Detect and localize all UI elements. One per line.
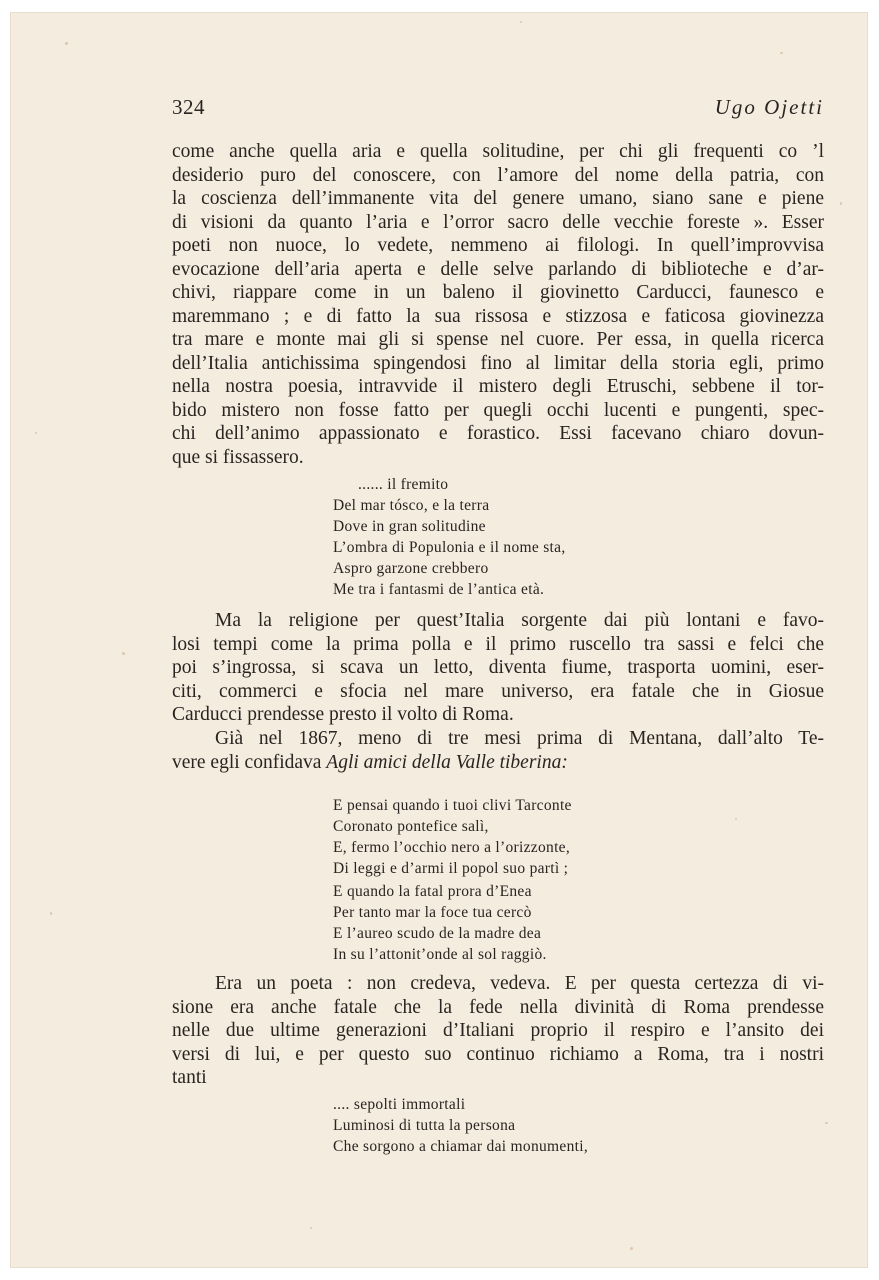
verse-line: Che sorgono a chiamar dai monumenti, [333,1138,589,1155]
text-line: evocazione dell’aria aperta e delle selve parlando di biblioteche e d’ar- [172,258,824,280]
paragraph-poeta [172,972,824,1090]
text-line: nella nostra poesia, intravvide il mistero degli Etruschi, sebbene il tor- [172,376,824,397]
paper-speck [825,1122,828,1124]
verse-line: Di leggi e d’armi il popol suo partì ; [333,860,569,877]
text-line: tanti [172,1067,207,1088]
paper-speck [65,42,68,45]
paragraph-religion-rome [172,609,824,727]
text-line: nelle due ultime generazioni d’Italiani proprio il respiro e l’ansito dei [172,1020,824,1041]
verse-line: E, fermo l’occhio nero a l’orizzonte, [333,839,571,856]
text-line: dell’Italia antichissima spingendosi fino al limitar della storia egli, primo [172,352,824,374]
verse-line: L’ombra di Populonia e il nome sta, [333,539,566,556]
paper-speck [310,1227,312,1229]
text-line: Ma la religione per quest’Italia sorgente dai più lontani e favo- [215,610,824,631]
verse-stanza-tarconte [333,795,572,879]
text-fragment: vere egli confidava [172,751,327,773]
text-line: bido mistero non fosse fatto per quegli occhi lucenti e pungenti, spec- [172,399,824,421]
paper-speck [35,432,37,434]
paragraph-mentana [172,727,824,774]
verse-line: Coronato pontefice salì, [333,818,489,835]
verse-line: E pensai quando i tuoi clivi Tarconte [333,797,572,814]
verse-stanza-enea [333,881,547,965]
text-line: chivi, riappare come in un baleno il giovinetto Carducci, faunesco e [172,282,824,303]
paragraph-carducci-youth [172,140,824,469]
page-number: 324 [172,95,205,119]
paper-speck [840,202,842,205]
verse-line: E l’aureo scudo de la madre dea [333,925,542,942]
verse-line: Me tra i fantasmi de l’antica età. [333,581,545,598]
verse-line: Per tanto mar la foce tua cercò [333,904,532,921]
text-line: chi dell’animo appassionato e forastico. Essi facevano chiaro dovun- [172,423,824,444]
paper-speck [780,52,783,54]
text-line: Già nel 1867, meno di tre mesi prima di Mentana, dall’alto Te- [215,728,824,749]
text-line: tra mare e monte mai gli si spense nel cuore. Per essa, in quella ricerca [172,329,824,350]
verse-line: E quando la fatal prora d’Enea [333,883,532,900]
text-line: losi tempi come la prima polla e il primo ruscello tra sassi e felci che [172,633,824,655]
verse-line: Del mar tósco, e la terra [333,497,490,514]
paper-speck [122,652,125,655]
running-head-author: Ugo Ojetti [714,95,824,119]
text-line: maremmano ; e di fatto la sua rissosa e stizzosa e faticosa giovinezza [172,305,824,327]
poem-title: Agli amici della Valle tiberina: [326,751,568,773]
running-head [172,93,824,121]
paper-speck [630,1247,633,1250]
text-line: di visioni da quanto l’aria e l’orror sacro delle vecchie foreste ». Esser [172,211,824,233]
text-line: versi di lui, e per questo suo continuo richiamo a Roma, tra i nostri [172,1043,824,1065]
text-line: sione era anche fatale che la fede nella divinità di Roma prendesse [172,996,824,1018]
verse-quote-sepolti [333,1094,588,1157]
text-line: Era un poeta : non credeva, vedeva. E per questa certezza di vi- [215,973,824,994]
verse-line: .... sepolti immortali [333,1096,466,1113]
paper-speck [520,21,522,23]
verse-quote-populonia [333,474,566,600]
paper-speck [735,818,737,820]
text-line: citi, commerci e sfocia nel mare universo, era fatale che in Giosue [172,680,824,702]
text-line: poeti non nuoce, lo vedete, nemmeno ai filologi. In quell’improvvisa [172,235,824,256]
text-line: Carducci prendesse presto il volto di Roma. [172,704,514,725]
verse-line: Aspro garzone crebbero [333,560,489,577]
verse-line: Dove in gran solitudine [333,518,486,535]
paper-speck [50,912,52,915]
verse-line: ...... il fremito [358,476,449,493]
text-line [172,751,824,775]
text-line: poi s’ingrossa, si scava un letto, diventa fiume, trasporta uomini, eser- [172,657,824,678]
verse-line: Luminosi di tutta la persona [333,1117,516,1134]
text-line: desiderio puro del conoscere, con l’amore del nome della patria, con [172,164,824,186]
verse-line: In su l’attonit’onde al sol raggiò. [333,946,547,963]
text-line: la coscienza dell’immanente vita del genere umano, siano sane e piene [172,188,824,209]
text-line: que si fissassero. [172,446,304,468]
text-line: come anche quella aria e quella solitudine, per chi gli frequenti co ’l [172,141,824,162]
